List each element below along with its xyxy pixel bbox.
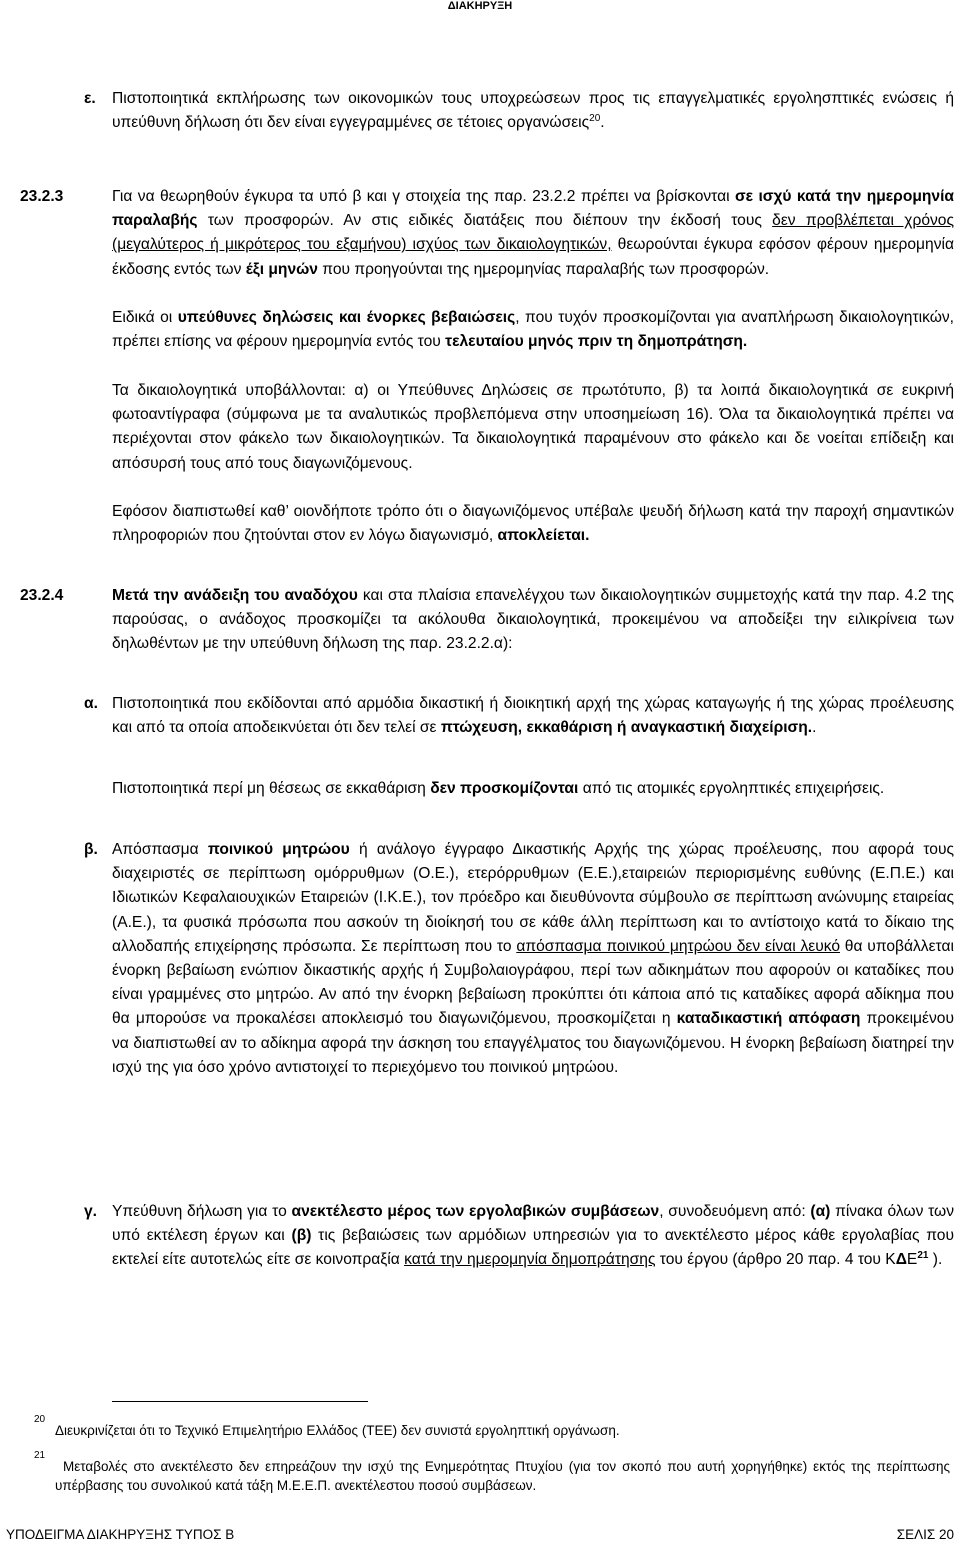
section-23-2-3-para-1 xyxy=(112,185,954,282)
text-run: Πιστοποιητικά περί μη θέσεως σε εκκαθάριση xyxy=(112,780,431,797)
item-e-body: Πιστοποιητικά εκπλήρωσης των οικονομικών τους υποχρεώσεων προς τις επαγγελματικές εργολησπτικές ενώσεις ή υπεύθυνη δήλωση ότι δεν είναι εγγεγραμμένες σε τέτοιες οργανώσεις xyxy=(112,90,954,132)
text-run: , που τυχόν προσκομίζονται για αναπλήρωση δικαιολογητικών, πρέπει επίσης να φέρουν ημερομηνία εντός του xyxy=(112,309,954,351)
bold-run: αποκλείεται. xyxy=(497,527,590,545)
section-number-23-2-3: 23.2.3 xyxy=(20,188,64,205)
item-e-text xyxy=(112,87,954,135)
footnote-separator xyxy=(112,1401,368,1402)
section-23-2-4-para xyxy=(112,584,954,657)
item-label-gamma: γ. xyxy=(84,1203,98,1220)
text-run: Για να θεωρηθούν έγκυρα τα υπό β και γ στοιχεία της παρ. 23.2.2 πρέπει να βρίσκονται xyxy=(112,188,735,205)
footer-page-number: ΣΕΛΙΣ 20 xyxy=(896,1527,954,1542)
section-23-2-3-para-3: Τα δικαιολογητικά υποβάλλονται: α) οι Υπεύθυνες Δηλώσεις σε πρωτότυπο, β) τα λοιπά δικαιολογητικά σε ευκρινή φωτοαντίγραφα (σύμφωνα με τα αναλυτικώς προβλεπόμενα στην υποσημείωση 16). Όλα τα δικαιολογητικά πρέπει να περιέχονται στον φάκελο των δικαιολογητικών. Τα δικαιολογητικά παραμένουν στο φάκελο και δε νοείται επίδειξη και απόσυρσή τους από τους διαγωνιζόμενους. xyxy=(112,382,954,472)
text-run: θα υποβάλλεται ένορκη βεβαίωση ενώπιον δικαστικής αρχής ή Συμβολαιογράφου, περί των αδικημάτων που αφορούν οι καταδίκες που είναι γραμμένες στο μητρώο. Αν από την ένορκη βεβαίωση προκύπτει ότι κάποια από τις καταδίκες αφορά αδίκημα που θα μπορούσε να προκαλέσει αποκλεισμό του διαγωνιζόμενου, προσκομίζεται η xyxy=(112,937,954,1028)
text-run: Υπεύθυνη δήλωση για το xyxy=(112,1203,292,1220)
bold-run: ποινικού μητρώου xyxy=(207,841,350,858)
text-run: πίνακα όλων των υπό εκτέλεση έργων και xyxy=(112,1203,955,1245)
text-run: θεωρούνται έγκυρα εφόσον φέρουν ημερομηνία έκδοσης εντός των xyxy=(112,236,954,278)
bold-run: Δ xyxy=(895,1251,907,1269)
section-number-23-2-4: 23.2.4 xyxy=(20,587,64,604)
footnote-20: Διευκρινίζεται ότι το Τεχνικό Επιμελητήριο Ελλάδος (ΤΕΕ) δεν συνιστά εργοληπτική οργάνωση. xyxy=(55,1423,620,1438)
item-label-e: ε. xyxy=(84,90,96,107)
bold-run: δεν προσκομίζονται xyxy=(430,780,579,797)
text-run: του έργου (άρθρο 20 παρ. 4 του Κ xyxy=(655,1251,896,1269)
section-23-2-3-para-4 xyxy=(112,500,954,548)
bold-run: (α) xyxy=(810,1203,831,1220)
text-run: Απόσπασμα xyxy=(112,841,208,858)
item-alpha-para-1 xyxy=(112,692,954,740)
text-run: που προηγούνται της ημερομηνίας παραλαβής των προσφορών. xyxy=(317,260,770,278)
text-run: ). xyxy=(928,1251,943,1269)
text-run: ή ανάλογο έγγραφο Δικαστικής Αρχής της χώρας προέλευσης, που αφορά τους διαχειριστές σε περίπτωση ομόρρυθμων (Ο.Ε.), ετερόρρυθμων (Ε.Ε.),εταιρειών περιορισμένης ευθύνης (Ε.Π.Ε.) και Ιδιωτικών Κεφαλαιουχικών Εταιρειών (Ι.Κ.Ε.), τον πρόεδρο και διευθύνοντα σύμβουλο σε περίπτωση ανώνυμης εταιρείας (Α.Ε.), τα φυσικά πρόσωπα που ασκούν τη διοίκησή του σε κάθε άλλη περίπτωση και το αντίστοιχο κατά το δίκαιο της αλλοδαπής επιχείρησης πρόσωπα. Σε περίπτωση που το xyxy=(112,841,954,955)
text-run: , συνοδευόμενη από: xyxy=(659,1203,811,1220)
bold-run: πτώχευση, εκκαθάριση ή αναγκαστική διαχείριση. xyxy=(440,719,813,737)
text-run: Εφόσον διαπιστωθεί καθ’ οιονδήποτε τρόπο ότι ο διαγωνιζόμενος υπέβαλε ψευδή δήλωση κατά την παροχή σημαντικών πληροφοριών που ζητούνται στον εν λόγω διαγωνισμό, xyxy=(112,503,954,545)
bold-run: σε ισχύ κατά την ημερομηνία παραλαβής xyxy=(112,188,955,230)
bold-run: Μετά την ανάδειξη του αναδόχου xyxy=(112,587,358,604)
item-gamma-para xyxy=(112,1200,954,1273)
footnote-number-21: 21 xyxy=(34,1450,46,1461)
text-run: Ε xyxy=(906,1251,918,1269)
bold-run: ανεκτέλεστο μέρος των εργολαβικών συμβάσεων xyxy=(291,1203,660,1220)
page-header: ΔΙΑΚΗΡΥΞΗ xyxy=(447,0,513,12)
text-run: . xyxy=(812,719,817,737)
footnote-ref-21[interactable]: 21 xyxy=(917,1250,929,1262)
footnote-21: Μεταβολές στο ανεκτέλεστο δεν επηρεάζουν την ισχύ της Ενημερότητας Πτυχίου (για τον σκοπό που αυτή χορηγήθηκε) εκτός της περίπτωσης υπέρβασης του συνολικού κατά τάξη Μ.Ε.Ε.Π. ανεκτέλεστου ποσού συμβάσεων. xyxy=(55,1459,950,1493)
item-beta-para xyxy=(112,838,954,1080)
text-run: των προσφορών. Αν στις ειδικές διατάξεις που διέπουν την έκδοσή τους xyxy=(197,212,773,230)
item-e-end: . xyxy=(600,114,605,132)
item-label-beta: β. xyxy=(84,841,98,858)
bold-run: έξι μηνών xyxy=(245,260,318,278)
underlined-run: δεν προβλέπεται χρόνος (μεγαλύτερος ή μικρότερος του εξαμήνου) ισχύος των δικαιολογητικών, xyxy=(112,212,954,254)
bold-run: (β) xyxy=(291,1227,312,1245)
footer-left: ΥΠΟΔΕΙΓΜΑ ΔΙΑΚΗΡΥΞΗΣ ΤΥΠΟΣ Β xyxy=(6,1527,235,1542)
underlined-run: κατά την ημερομηνία δημοπράτησης xyxy=(404,1251,656,1269)
bold-run: καταδικαστική απόφαση xyxy=(676,1010,861,1028)
section-23-2-3-para-2 xyxy=(112,306,954,354)
text-run: από τις ατομικές εργοληπτικές επιχειρήσεις. xyxy=(578,780,885,797)
text-run: Ειδικά οι xyxy=(112,309,178,326)
bold-run: υπεύθυνες δηλώσεις και ένορκες βεβαιώσεις xyxy=(177,309,516,326)
bold-run: τελευταίου μηνός πριν τη δημοπράτηση. xyxy=(445,333,748,351)
underlined-run: απόσπασμα ποινικού μητρώου δεν είναι λευκό xyxy=(516,937,841,955)
item-label-alpha: α. xyxy=(84,695,98,712)
item-alpha-para-2 xyxy=(112,777,954,801)
text-run: και στα πλαίσια επανελέγχου των δικαιολογητικών συμμετοχής κατά την παρ. 4.2 της παρούσας, ο ανάδοχος προσκομίζει τα ακόλουθα δικαιολογητικά, προκειμένου να αποδείξει την ειλικρίνεια των δηλωθέντων με την υπεύθυνη δήλωση της παρ. 23.2.2.α): xyxy=(112,587,954,653)
footnote-number-20: 20 xyxy=(34,1414,46,1425)
footnote-ref-20[interactable]: 20 xyxy=(589,113,601,125)
text-run: Πιστοποιητικά που εκδίδονται από αρμόδια δικαστική ή διοικητική αρχή της χώρας καταγωγής ή της χώρας προέλευσης και από τα οποία αποδεικνύεται ότι δεν τελεί σε xyxy=(112,695,954,737)
text-run: τις βεβαιώσεις των αρμόδιων υπηρεσιών για το ανεκτέλεστο μέρος κάθε εργολαβίας που εκτελεί είτε αυτοτελώς είτε σε κοινοπραξία xyxy=(112,1227,955,1269)
text-run: προκειμένου να διαπιστωθεί αν το αδίκημα αφορά την άσκηση του επαγγέλματος του διαγωνιζόμενου. Η ένορκη βεβαίωση διατηρεί την ισχύ της για όσο χρόνο αντιστοιχεί το περιεχόμενο του ποινικού μητρώου. xyxy=(112,1010,954,1076)
